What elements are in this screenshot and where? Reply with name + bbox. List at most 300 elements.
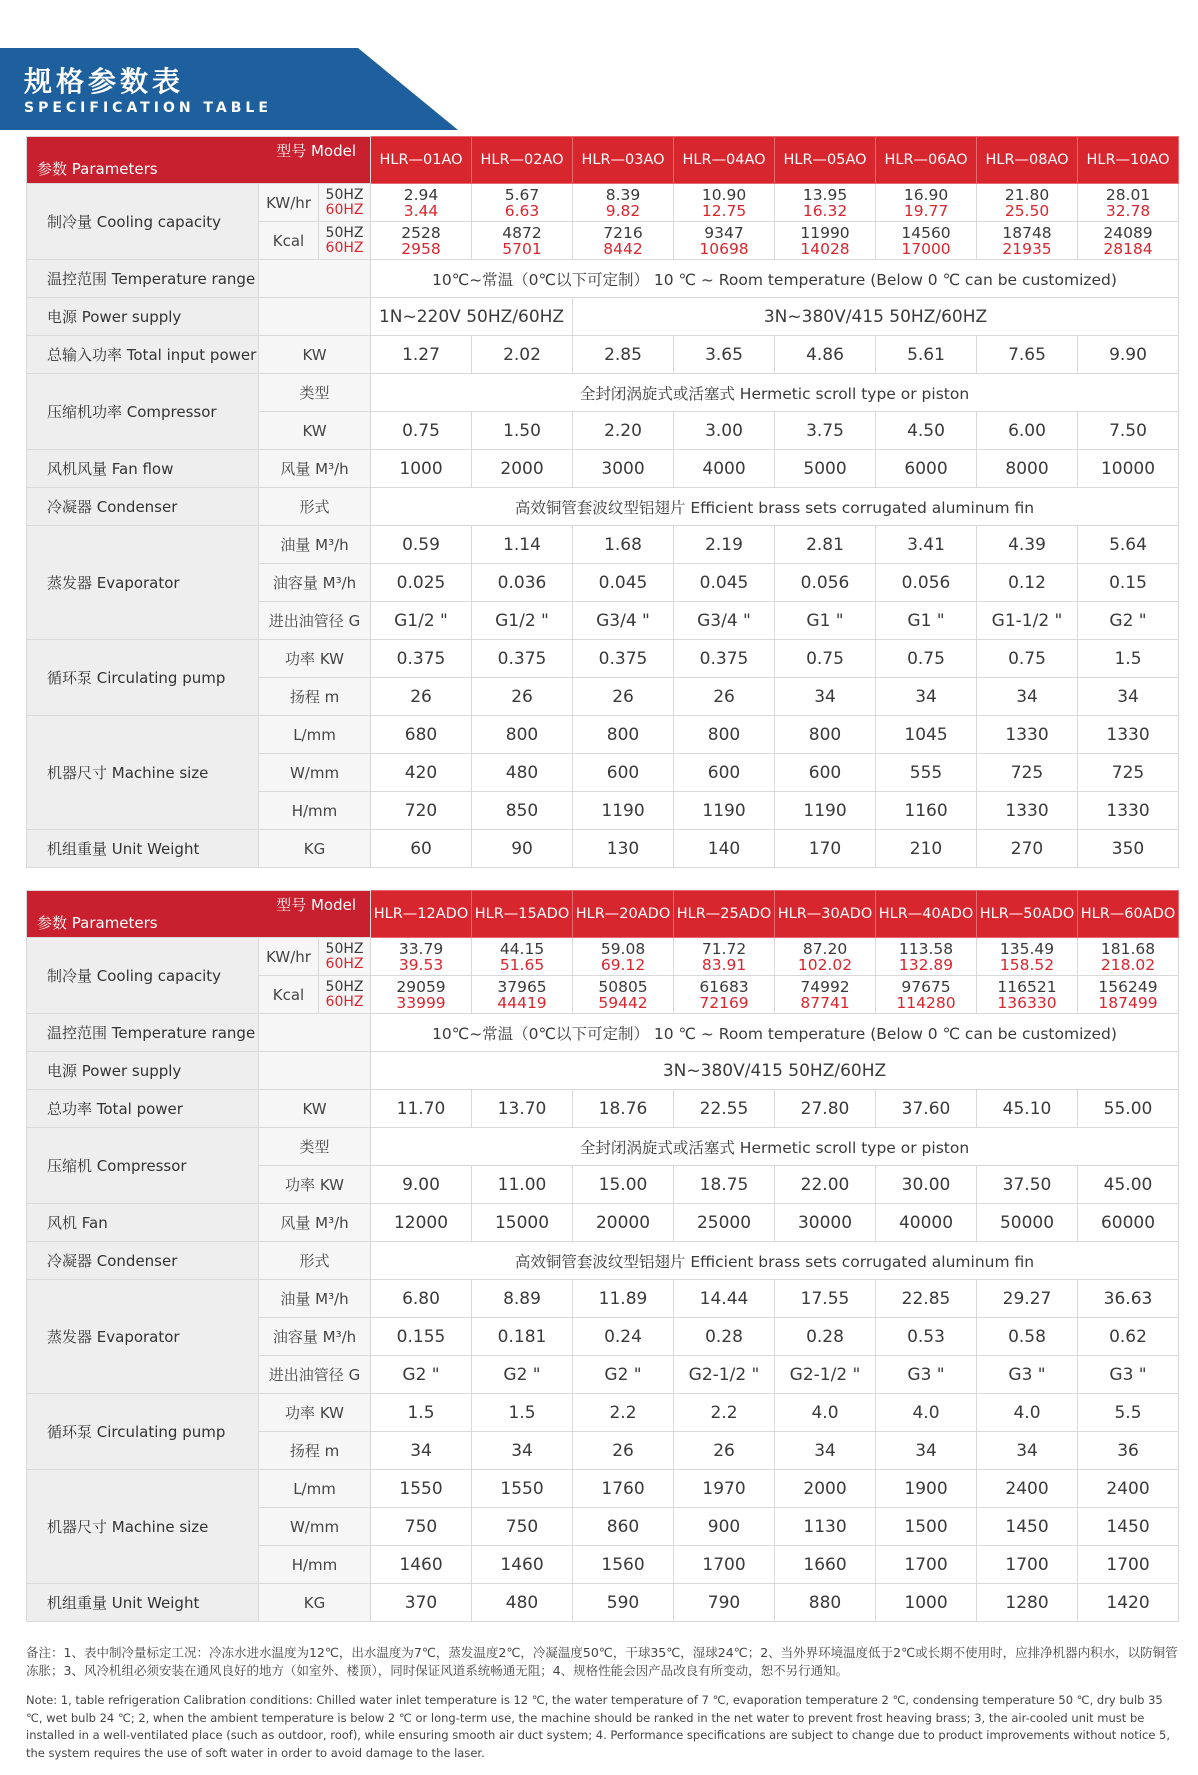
spec-table-2	[26, 890, 1179, 1622]
value-cell: G1 "	[775, 602, 876, 640]
value-cell: 1900	[876, 1470, 977, 1508]
value-cell: 1.5	[1078, 640, 1179, 678]
value-cell: 1000	[876, 1584, 977, 1622]
value-cell: 37965 44419	[472, 976, 573, 1014]
value-cell: 0.045	[573, 564, 674, 602]
model-cell: HLR—30ADO	[775, 891, 876, 938]
value-cell: 1420	[1078, 1584, 1179, 1622]
value-cell: 800	[775, 716, 876, 754]
value-cell: 9.90	[1078, 336, 1179, 374]
value-cell: 61683 72169	[674, 976, 775, 1014]
unit-head: 扬程 m	[259, 678, 371, 716]
value-cell: 97675 114280	[876, 976, 977, 1014]
unit-kw: KW	[259, 1090, 371, 1128]
value-cell: 14560 17000	[876, 222, 977, 260]
value-cell: 0.375	[472, 640, 573, 678]
value-cell: 15.00	[573, 1166, 674, 1204]
power-supply-3ph: 3N~380V/415 50HZ/60HZ	[573, 298, 1179, 336]
param-total-input-power: 总输入功率 Total input power	[27, 336, 259, 374]
value-cell: 30.00	[876, 1166, 977, 1204]
unit-height: H/mm	[259, 792, 371, 830]
unit-oil-flow: 油量 M³/h	[259, 1280, 371, 1318]
value-cell: 1.50	[472, 412, 573, 450]
value-cell: 0.58	[977, 1318, 1078, 1356]
unit-form: 形式	[259, 1242, 371, 1280]
value-cell: 1460	[472, 1546, 573, 1584]
value-cell: 1560	[573, 1546, 674, 1584]
value-cell: 25000	[674, 1204, 775, 1242]
unit-oil-flow: 油量 M³/h	[259, 526, 371, 564]
value-cell: 20000	[573, 1204, 674, 1242]
value-cell: 34	[775, 1432, 876, 1470]
value-cell: 680	[371, 716, 472, 754]
value-cell: 4.0	[775, 1394, 876, 1432]
value-cell: 2528 2958	[371, 222, 472, 260]
value-cell: 0.045	[674, 564, 775, 602]
param-evaporator: 蒸发器 Evaporator	[27, 526, 259, 640]
value-cell: 1330	[977, 792, 1078, 830]
unit-kwhr: KW/hr	[259, 938, 319, 976]
value-cell: 11990 14028	[775, 222, 876, 260]
value-cell: 17.55	[775, 1280, 876, 1318]
value-cell: 140	[674, 830, 775, 868]
value-cell: 0.75	[977, 640, 1078, 678]
value-cell: 2.20	[573, 412, 674, 450]
value-cell: 74992 87741	[775, 976, 876, 1014]
value-cell: 725	[977, 754, 1078, 792]
model-cell: HLR—05AO	[775, 137, 876, 184]
value-cell: G1/2 "	[472, 602, 573, 640]
model-cell: HLR—25ADO	[674, 891, 775, 938]
value-cell: 113.58 132.89	[876, 938, 977, 976]
value-cell: G2-1/2 "	[674, 1356, 775, 1394]
value-cell: 10000	[1078, 450, 1179, 488]
value-cell: G1-1/2 "	[977, 602, 1078, 640]
value-cell: 50000	[977, 1204, 1078, 1242]
value-cell: 60000	[1078, 1204, 1179, 1242]
unit-pipe: 进出油管径 G	[259, 602, 371, 640]
value-cell: 0.12	[977, 564, 1078, 602]
value-cell: 5.67 6.63	[472, 184, 573, 222]
param-cooling-capacity: 制冷量 Cooling capacity	[27, 938, 259, 1014]
value-cell: 34	[977, 1432, 1078, 1470]
unit-kwhr: KW/hr	[259, 184, 319, 222]
param-fan: 风机 Fan	[27, 1204, 259, 1242]
parameters-label: 参数 Parameters	[37, 914, 158, 932]
value-cell: G2 "	[1078, 602, 1179, 640]
model-cell: HLR—10AO	[1078, 137, 1179, 184]
value-cell: 1.27	[371, 336, 472, 374]
value-cell: 1700	[1078, 1546, 1179, 1584]
unit-kcal: Kcal	[259, 976, 319, 1014]
value-cell: 2400	[1078, 1470, 1179, 1508]
value-cell: 1045	[876, 716, 977, 754]
value-cell: 90	[472, 830, 573, 868]
value-cell: 750	[472, 1508, 573, 1546]
model-cell: HLR—03AO	[573, 137, 674, 184]
value-cell: 1970	[674, 1470, 775, 1508]
model-cell: HLR—08AO	[977, 137, 1078, 184]
value-cell: 2.19	[674, 526, 775, 564]
value-cell: 71.72 83.91	[674, 938, 775, 976]
model-label: 型号 Model	[276, 142, 357, 160]
value-cell: G2-1/2 "	[775, 1356, 876, 1394]
value-cell: 1450	[1078, 1508, 1179, 1546]
value-cell: 2.94 3.44	[371, 184, 472, 222]
value-cell: 2.02	[472, 336, 573, 374]
value-cell: 3.75	[775, 412, 876, 450]
value-cell: 0.375	[371, 640, 472, 678]
value-cell: 26	[371, 678, 472, 716]
param-power-supply: 电源 Power supply	[27, 1052, 259, 1090]
value-cell: 26	[573, 678, 674, 716]
param-compressor: 压缩机 Compressor	[27, 1128, 259, 1204]
value-cell: 45.00	[1078, 1166, 1179, 1204]
value-cell: 790	[674, 1584, 775, 1622]
model-cell: HLR—04AO	[674, 137, 775, 184]
value-cell: 29.27	[977, 1280, 1078, 1318]
value-cell: 22.55	[674, 1090, 775, 1128]
unit-empty	[259, 298, 371, 336]
condenser-type-value: 高效铜管套波纹型铝翅片 Efficient brass sets corrugated aluminum fin	[371, 1242, 1179, 1280]
param-unit-weight: 机组重量 Unit Weight	[27, 1584, 259, 1622]
value-cell: 34	[876, 678, 977, 716]
value-cell: 1330	[977, 716, 1078, 754]
value-cell: 1450	[977, 1508, 1078, 1546]
value-cell: 0.155	[371, 1318, 472, 1356]
value-cell: 720	[371, 792, 472, 830]
value-cell: 480	[472, 1584, 573, 1622]
unit-head: 扬程 m	[259, 1432, 371, 1470]
value-cell: 13.70	[472, 1090, 573, 1128]
value-cell: G2 "	[472, 1356, 573, 1394]
value-cell: 850	[472, 792, 573, 830]
param-fan-flow: 风机风量 Fan flow	[27, 450, 259, 488]
value-cell: 0.75	[876, 640, 977, 678]
value-cell: 5000	[775, 450, 876, 488]
value-cell: 0.375	[674, 640, 775, 678]
value-cell: 22.85	[876, 1280, 977, 1318]
unit-kw: KW	[259, 336, 371, 374]
power-supply-3ph: 3N~380V/415 50HZ/60HZ	[371, 1052, 1179, 1090]
value-cell: 26	[674, 1432, 775, 1470]
param-machine-size: 机器尺寸 Machine size	[27, 716, 259, 830]
value-cell: 1550	[472, 1470, 573, 1508]
value-cell: G1 "	[876, 602, 977, 640]
value-cell: 26	[573, 1432, 674, 1470]
value-cell: 34	[775, 678, 876, 716]
value-cell: 11.70	[371, 1090, 472, 1128]
value-cell: 2400	[977, 1470, 1078, 1508]
value-cell: 135.49 158.52	[977, 938, 1078, 976]
value-cell: 24089 28184	[1078, 222, 1179, 260]
value-cell: 0.75	[775, 640, 876, 678]
value-cell: 7.50	[1078, 412, 1179, 450]
value-cell: 1660	[775, 1546, 876, 1584]
value-cell: 1330	[1078, 716, 1179, 754]
value-cell: 60	[371, 830, 472, 868]
value-cell: 2000	[775, 1470, 876, 1508]
temp-range-value: 10℃~常温（0℃以下可定制） 10 ℃ ~ Room temperature (Below 0 ℃ can be customized)	[371, 1014, 1179, 1052]
value-cell: 3.41	[876, 526, 977, 564]
model-cell: HLR—50ADO	[977, 891, 1078, 938]
unit-width: W/mm	[259, 754, 371, 792]
value-cell: 800	[472, 716, 573, 754]
value-cell: 12000	[371, 1204, 472, 1242]
unit-air-volume: 风量 M³/h	[259, 450, 371, 488]
value-cell: G2 "	[573, 1356, 674, 1394]
value-cell: 4872 5701	[472, 222, 573, 260]
hz-cell: 50HZ 60HZ	[319, 184, 371, 222]
value-cell: 0.056	[775, 564, 876, 602]
param-machine-size: 机器尺寸 Machine size	[27, 1470, 259, 1584]
page-subtitle: SPECIFICATION TABLE	[24, 100, 272, 116]
value-cell: 18748 21935	[977, 222, 1078, 260]
model-cell: HLR—06AO	[876, 137, 977, 184]
value-cell: G1/2 "	[371, 602, 472, 640]
value-cell: 15000	[472, 1204, 573, 1242]
model-cell: HLR—15ADO	[472, 891, 573, 938]
value-cell: G3/4 "	[674, 602, 775, 640]
value-cell: 26	[472, 678, 573, 716]
value-cell: 8.39 9.82	[573, 184, 674, 222]
value-cell: 116521 136330	[977, 976, 1078, 1014]
value-cell: 0.53	[876, 1318, 977, 1356]
value-cell: 4.0	[977, 1394, 1078, 1432]
spec-table-1	[26, 136, 1179, 868]
unit-kg: KG	[259, 830, 371, 868]
value-cell: 170	[775, 830, 876, 868]
value-cell: 1.5	[472, 1394, 573, 1432]
param-condenser: 冷凝器 Condenser	[27, 488, 259, 526]
value-cell: 36.63	[1078, 1280, 1179, 1318]
notes-english: Note: 1, table refrigeration Calibration conditions: Chilled water inlet temperature is 12 ℃, the water temperature of 7 ℃, evaporation temperature 2 ℃, condensing temperature 50 ℃, dry bulb 35 ℃, wet bulb 24 ℃; 2, when the ambient temperature is below 2 ℃ or long-term use, the machine should be ranked in the net water to prevent frost heaving brass; 3, the air-cooled unit must be installed in a well-ventilated place (such as outdoor, roof), while ensuring smooth air duct system; 4. Performance specifications are subject to change due to product improvements without notice 5, the system requires the use of soft water in order to avoid damage to the laser.	[26, 1693, 1171, 1760]
value-cell: 1160	[876, 792, 977, 830]
model-cell: HLR—01AO	[371, 137, 472, 184]
value-cell: 21.80 25.50	[977, 184, 1078, 222]
value-cell: 4.39	[977, 526, 1078, 564]
value-cell: 4.50	[876, 412, 977, 450]
value-cell: 0.375	[573, 640, 674, 678]
notes-chinese: 备注：1、表中制冷量标定工况：冷冻水进水温度为12℃，出水温度为7℃，蒸发温度2℃，冷凝温度50℃，干球35℃，湿球24℃；2、当外界环境温度低于2℃或长期不使用时，应排净机器内积水，以防铜管冻胀；3、风冷机组必须安装在通风良好的地方（如室外、楼顶），同时保证风道系统畅通无阻；4、规格性能会因产品改良有所变动，恕不另行通知。	[26, 1645, 1178, 1678]
value-cell: G3 "	[1078, 1356, 1179, 1394]
value-cell: 14.44	[674, 1280, 775, 1318]
value-cell: 6000	[876, 450, 977, 488]
value-cell: 27.80	[775, 1090, 876, 1128]
param-condenser: 冷凝器 Condenser	[27, 1242, 259, 1280]
value-cell: 34	[977, 678, 1078, 716]
value-cell: 900	[674, 1508, 775, 1546]
header-corner	[27, 137, 371, 184]
value-cell: 1190	[573, 792, 674, 830]
unit-power-kw: 功率 KW	[259, 1166, 371, 1204]
compressor-type-value: 全封闭涡旋式或活塞式 Hermetic scroll type or piston	[371, 1128, 1179, 1166]
value-cell: 1330	[1078, 792, 1179, 830]
value-cell: 130	[573, 830, 674, 868]
value-cell: 44.15 51.65	[472, 938, 573, 976]
value-cell: G3 "	[977, 1356, 1078, 1394]
value-cell: 29059 33999	[371, 976, 472, 1014]
value-cell: 40000	[876, 1204, 977, 1242]
value-cell: 210	[876, 830, 977, 868]
value-cell: 5.5	[1078, 1394, 1179, 1432]
param-unit-weight: 机组重量 Unit Weight	[27, 830, 259, 868]
unit-empty	[259, 1014, 371, 1052]
value-cell: 4.86	[775, 336, 876, 374]
value-cell: 22.00	[775, 1166, 876, 1204]
model-cell: HLR—20ADO	[573, 891, 674, 938]
value-cell: 30000	[775, 1204, 876, 1242]
value-cell: 181.68 218.02	[1078, 938, 1179, 976]
value-cell: 0.24	[573, 1318, 674, 1356]
value-cell: 600	[573, 754, 674, 792]
unit-length: L/mm	[259, 1470, 371, 1508]
temp-range-value: 10℃~常温（0℃以下可定制） 10 ℃ ~ Room temperature (Below 0 ℃ can be customized)	[371, 260, 1179, 298]
hz-cell: 50HZ 60HZ	[319, 222, 371, 260]
value-cell: 5.64	[1078, 526, 1179, 564]
param-temp-range: 温控范围 Temperature range	[27, 260, 259, 298]
unit-pipe: 进出油管径 G	[259, 1356, 371, 1394]
value-cell: 156249 187499	[1078, 976, 1179, 1014]
value-cell: 1550	[371, 1470, 472, 1508]
value-cell: 800	[674, 716, 775, 754]
param-evaporator: 蒸发器 Evaporator	[27, 1280, 259, 1394]
value-cell: 4.0	[876, 1394, 977, 1432]
model-label: 型号 Model	[276, 896, 357, 914]
value-cell: 0.036	[472, 564, 573, 602]
value-cell: 18.75	[674, 1166, 775, 1204]
value-cell: 1000	[371, 450, 472, 488]
value-cell: 16.90 19.77	[876, 184, 977, 222]
value-cell: 2.85	[573, 336, 674, 374]
value-cell: 0.28	[674, 1318, 775, 1356]
value-cell: 5.61	[876, 336, 977, 374]
value-cell: 1130	[775, 1508, 876, 1546]
value-cell: 2.81	[775, 526, 876, 564]
parameters-label: 参数 Parameters	[37, 160, 158, 178]
value-cell: 555	[876, 754, 977, 792]
value-cell: 590	[573, 1584, 674, 1622]
param-temp-range: 温控范围 Temperature range	[27, 1014, 259, 1052]
value-cell: 1190	[775, 792, 876, 830]
value-cell: 3.65	[674, 336, 775, 374]
unit-empty	[259, 1052, 371, 1090]
value-cell: 0.025	[371, 564, 472, 602]
unit-height: H/mm	[259, 1546, 371, 1584]
param-power-supply: 电源 Power supply	[27, 298, 259, 336]
value-cell: 1.68	[573, 526, 674, 564]
value-cell: 750	[371, 1508, 472, 1546]
value-cell: 800	[573, 716, 674, 754]
param-pump: 循环泵 Circulating pump	[27, 1394, 259, 1470]
param-cooling-capacity: 制冷量 Cooling capacity	[27, 184, 259, 260]
unit-power-kw: 功率 KW	[259, 1394, 371, 1432]
value-cell: 0.62	[1078, 1318, 1179, 1356]
value-cell: 600	[674, 754, 775, 792]
value-cell: 11.89	[573, 1280, 674, 1318]
power-supply-1ph: 1N~220V 50HZ/60HZ	[371, 298, 573, 336]
value-cell: 0.75	[371, 412, 472, 450]
value-cell: 0.056	[876, 564, 977, 602]
value-cell: 26	[674, 678, 775, 716]
value-cell: 1460	[371, 1546, 472, 1584]
value-cell: 6.80	[371, 1280, 472, 1318]
value-cell: 9347 10698	[674, 222, 775, 260]
value-cell: 725	[1078, 754, 1179, 792]
value-cell: 7216 8442	[573, 222, 674, 260]
unit-type: 类型	[259, 1128, 371, 1166]
value-cell: G3 "	[876, 1356, 977, 1394]
param-pump: 循环泵 Circulating pump	[27, 640, 259, 716]
value-cell: 33.79 39.53	[371, 938, 472, 976]
model-cell: HLR—60ADO	[1078, 891, 1179, 938]
value-cell: 4000	[674, 450, 775, 488]
condenser-type-value: 高效铜管套波纹型铝翅片 Efficient brass sets corrugated aluminum fin	[371, 488, 1179, 526]
model-cell: HLR—02AO	[472, 137, 573, 184]
value-cell: 0.59	[371, 526, 472, 564]
value-cell: 1500	[876, 1508, 977, 1546]
value-cell: 370	[371, 1584, 472, 1622]
value-cell: 3000	[573, 450, 674, 488]
unit-power-kw: 功率 KW	[259, 640, 371, 678]
value-cell: 28.01 32.78	[1078, 184, 1179, 222]
unit-kg: KG	[259, 1584, 371, 1622]
value-cell: 1700	[977, 1546, 1078, 1584]
value-cell: 50805 59442	[573, 976, 674, 1014]
value-cell: 55.00	[1078, 1090, 1179, 1128]
unit-width: W/mm	[259, 1508, 371, 1546]
value-cell: 1280	[977, 1584, 1078, 1622]
value-cell: 480	[472, 754, 573, 792]
value-cell: 1.14	[472, 526, 573, 564]
value-cell: 8000	[977, 450, 1078, 488]
value-cell: 0.181	[472, 1318, 573, 1356]
value-cell: 2000	[472, 450, 573, 488]
value-cell: 1190	[674, 792, 775, 830]
model-cell: HLR—40ADO	[876, 891, 977, 938]
value-cell: 34	[1078, 678, 1179, 716]
value-cell: G2 "	[371, 1356, 472, 1394]
value-cell: 10.90 12.75	[674, 184, 775, 222]
unit-type: 类型	[259, 374, 371, 412]
unit-length: L/mm	[259, 716, 371, 754]
value-cell: 880	[775, 1584, 876, 1622]
unit-oil-capacity: 油容量 M³/h	[259, 1318, 371, 1356]
hz-cell: 50HZ 60HZ	[319, 938, 371, 976]
value-cell: 37.50	[977, 1166, 1078, 1204]
value-cell: 350	[1078, 830, 1179, 868]
value-cell: 34	[472, 1432, 573, 1470]
header-corner	[27, 891, 371, 938]
param-total-power: 总功率 Total power	[27, 1090, 259, 1128]
value-cell: 2.2	[674, 1394, 775, 1432]
value-cell: 1700	[674, 1546, 775, 1584]
value-cell: 34	[371, 1432, 472, 1470]
value-cell: G3/4 "	[573, 602, 674, 640]
value-cell: 8.89	[472, 1280, 573, 1318]
value-cell: 3.00	[674, 412, 775, 450]
value-cell: 420	[371, 754, 472, 792]
value-cell: 1.5	[371, 1394, 472, 1432]
value-cell: 37.60	[876, 1090, 977, 1128]
value-cell: 13.95 16.32	[775, 184, 876, 222]
unit-oil-capacity: 油容量 M³/h	[259, 564, 371, 602]
value-cell: 270	[977, 830, 1078, 868]
param-compressor: 压缩机功率 Compressor	[27, 374, 259, 450]
page-title: 规格参数表	[24, 65, 185, 98]
value-cell: 34	[876, 1432, 977, 1470]
unit-empty	[259, 260, 371, 298]
